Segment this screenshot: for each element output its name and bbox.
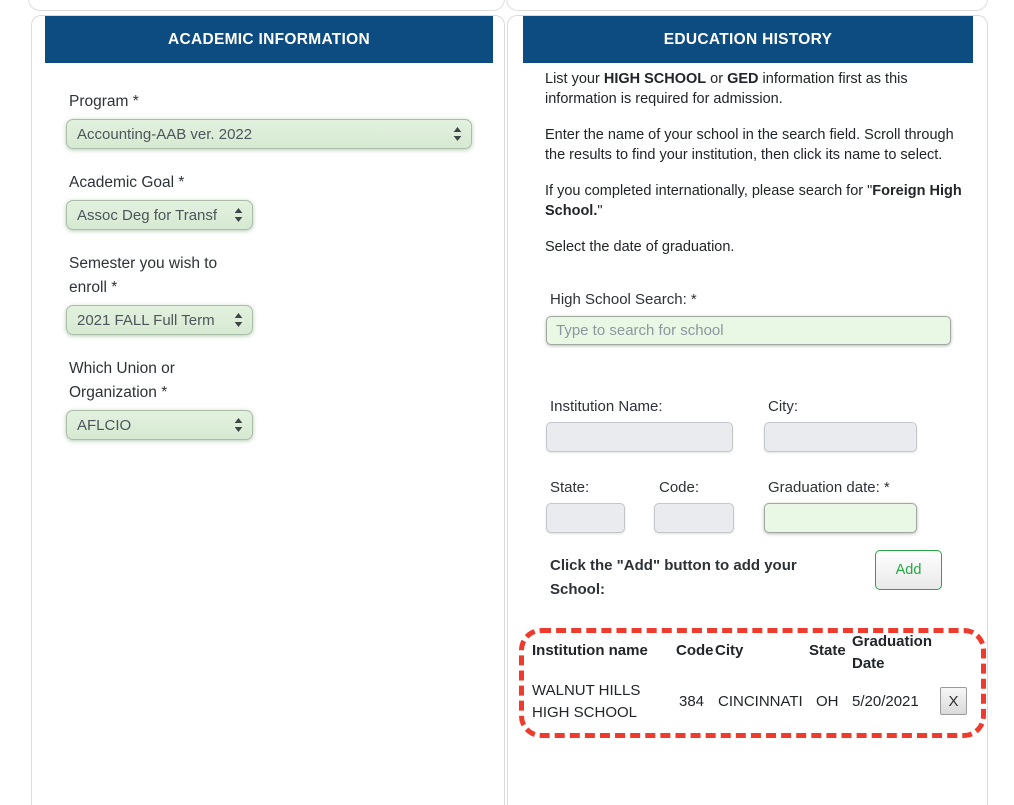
city-label: City: [768,398,798,415]
academic-information-title: ACADEMIC INFORMATION [167,30,371,48]
previous-card-remnant-right [506,0,988,11]
code-input [654,503,734,533]
institution-name-input [546,422,733,452]
select-arrows-icon [230,313,252,327]
graduation-date-input[interactable] [764,503,917,533]
academic-goal-label: Academic Goal * [69,174,185,191]
remove-school-button[interactable]: X [940,687,967,715]
semester-select-value: 2021 FALL Full Term [77,311,215,329]
state-label: State: [550,479,590,496]
education-history-title: EDUCATION HISTORY [663,30,833,48]
instruction-paragraph: Select the date of graduation. [545,239,735,255]
cell-state: OH [816,693,839,710]
program-label: Program * [69,93,139,110]
select-arrows-icon [230,208,252,222]
state-input [546,503,625,533]
table-header-graduation-date: Graduation Date [852,633,933,672]
cell-institution-name: WALNUT HILLS HIGH SCHOOL [532,682,641,721]
instruction-paragraph: If you completed internationally, please search for "Foreign High School." [545,183,962,219]
table-header-city: City [715,642,744,659]
union-label: Which Union or Organization * [69,360,175,401]
program-select[interactable] [66,119,472,149]
city-input [764,422,917,452]
previous-card-remnant-left [28,0,505,11]
add-school-prompt: Click the "Add" button to add your School: [550,557,797,598]
program-select-value: Accounting-AAB ver. 2022 [77,125,253,143]
code-label: Code: [659,479,700,496]
education-history-card [507,15,988,805]
cell-graduation-date: 5/20/2021 [852,693,919,710]
academic-goal-select[interactable] [66,200,253,230]
education-instructions [545,70,975,275]
semester-label: Semester you wish to enroll * [69,255,218,296]
academic-information-card [31,15,505,805]
instruction-paragraph: Enter the name of your school in the search field. Scroll through the results to find your institution, then click its name to select. [545,127,954,163]
cell-code: 384 [679,693,705,710]
education-history-header [523,16,973,63]
union-select[interactable] [66,410,253,440]
graduation-date-label: Graduation date: * [768,479,890,496]
high-school-search-input[interactable] [546,316,951,345]
select-arrows-icon [449,127,471,141]
high-school-search-label: High School Search: * [550,291,697,308]
union-select-value: AFLCIO [77,416,132,434]
add-button[interactable]: Add [875,550,942,590]
cell-city: CINCINNATI [718,693,803,710]
instruction-paragraph: List your HIGH SCHOOL or GED information first as this information is required for admission. [545,71,908,107]
institution-name-label: Institution Name: [550,398,663,415]
select-arrows-icon [230,418,252,432]
academic-information-header [45,16,493,63]
table-header-code: Code [676,642,714,659]
semester-select[interactable] [66,305,253,335]
academic-goal-select-value: Assoc Deg for Transf [77,206,218,224]
table-header-institution: Institution name [532,642,648,659]
table-header-state: State [809,642,846,659]
